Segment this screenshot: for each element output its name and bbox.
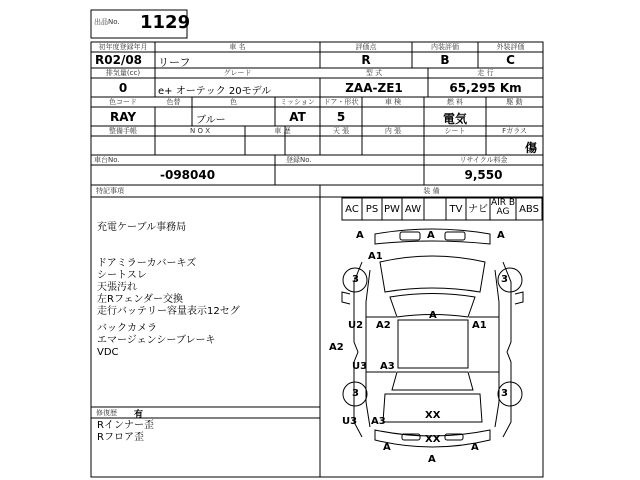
lot-label: 出品No. xyxy=(94,18,120,26)
color-label: 色 xyxy=(230,98,237,106)
mark-a1-upper: A1 xyxy=(368,251,383,262)
mark-xx-upper: XX xyxy=(425,410,441,421)
mark-u2: U2 xyxy=(348,320,364,331)
mark-a1-right: A1 xyxy=(472,320,487,331)
docs-label: 整備手帳 xyxy=(109,127,137,135)
interior-lining-label: 内 張 xyxy=(384,127,402,135)
doors-value: 5 xyxy=(336,110,346,124)
roof-label: 天 張 xyxy=(332,127,350,135)
mark-front-left: A xyxy=(356,230,364,241)
mark-tire-fr: 3 xyxy=(501,274,508,285)
note-line: 充電ケーブル事務局 xyxy=(97,222,187,233)
notes-block-3 xyxy=(97,323,215,359)
lot-number: 1129 xyxy=(140,12,191,33)
mission-value: AT xyxy=(289,110,306,124)
score-value: R xyxy=(361,53,371,67)
fglass-label: Fガラス xyxy=(502,127,527,135)
mark-a3-low: A3 xyxy=(371,416,386,427)
mileage-label: 走 行 xyxy=(477,69,494,77)
mark-a2-side: A2 xyxy=(329,342,344,353)
repair-lines xyxy=(97,420,154,444)
color-value: ブルー xyxy=(196,115,226,126)
drive-label: 駆 動 xyxy=(506,98,523,106)
grade-label: グレード xyxy=(223,69,252,77)
equip-ac: AC xyxy=(345,204,359,215)
exterior-score-value: C xyxy=(506,53,515,67)
equipment-label: 装 備 xyxy=(423,187,440,195)
equip-navi: ナビ xyxy=(468,204,488,215)
equip-airbag: AIR BAG xyxy=(490,198,516,217)
equip-abs: ABS xyxy=(519,204,539,215)
recycle-label: リサイクル料金 xyxy=(459,156,508,164)
mark-front-center: A xyxy=(427,230,435,241)
cc-label: 排気量(cc) xyxy=(105,69,141,77)
chassis-label: 車台No. xyxy=(94,156,120,164)
mission-label: ミッション xyxy=(280,98,315,106)
inspection-label: 車 検 xyxy=(384,98,402,106)
repair-line: Rインナー歪 xyxy=(97,420,154,431)
carname-label: 車 名 xyxy=(229,43,246,51)
equip-aw: AW xyxy=(404,204,422,215)
note-line: エマージェンシーブレーキ xyxy=(97,335,216,346)
reg-label: 登録No. xyxy=(286,156,312,164)
note-line: VDC xyxy=(97,347,119,358)
mark-a2-mid: A2 xyxy=(376,320,391,331)
note-line: 走行バッテリー容量表示12セグ xyxy=(97,306,240,317)
doors-label: ドア・形状 xyxy=(323,98,359,106)
fuel-value: 電気 xyxy=(442,112,467,126)
colorcode-label: 色コード xyxy=(109,98,137,106)
interior-score-label: 内装評価 xyxy=(431,43,459,51)
mark-a3-mid: A3 xyxy=(380,361,395,372)
grade-value: e+ オーテック 20モデル xyxy=(158,86,272,97)
exterior-score-label: 外装評価 xyxy=(496,43,525,51)
mark-rear-right: A xyxy=(471,442,479,453)
mileage-value: 65,295 Km xyxy=(449,81,522,95)
carname-value: リーフ xyxy=(158,56,191,69)
score-label: 評価点 xyxy=(355,43,377,51)
notes-block-2 xyxy=(97,258,240,318)
mark-tire-rl: 3 xyxy=(352,388,359,399)
note-line: シートスレ xyxy=(97,270,147,281)
mark-u3-mid: U3 xyxy=(352,361,368,372)
seat-label: シート xyxy=(444,127,466,135)
note-line: バックカメラ xyxy=(97,323,157,334)
history-label: 車 歴 xyxy=(274,127,291,135)
recycle-value: 9,550 xyxy=(464,168,503,182)
chassis-value: -098040 xyxy=(160,168,216,182)
model-value: ZAA-ZE1 xyxy=(345,81,403,95)
equip-tv: TV xyxy=(449,204,463,215)
equip-pw: PW xyxy=(384,204,400,215)
mark-roof: A xyxy=(429,310,437,321)
equip-ps: PS xyxy=(365,204,379,215)
mark-tire-fl: 3 xyxy=(352,274,359,285)
repair-label: 修復歴 xyxy=(96,409,117,417)
notes-label: 特記事項 xyxy=(96,187,124,195)
mark-front-right: A xyxy=(497,230,505,241)
year-value: R02/08 xyxy=(95,53,143,67)
note-line: 左Rフェンダー交換 xyxy=(97,294,184,305)
colorcode-value: RAY xyxy=(109,110,137,124)
note-line: 天張汚れ xyxy=(97,282,137,293)
model-label: 型 式 xyxy=(365,69,383,77)
notes-block-1 xyxy=(97,222,186,234)
mark-xx-lower: XX xyxy=(425,434,441,445)
mark-u3-low: U3 xyxy=(342,416,358,427)
mark-tire-rr: 3 xyxy=(501,388,508,399)
fuel-label: 燃 料 xyxy=(446,98,464,106)
interior-score-value: B xyxy=(440,53,450,67)
colortype-label: 色替 xyxy=(166,98,181,106)
nox-label: N O X xyxy=(190,127,210,135)
year-label: 初年度登録年月 xyxy=(98,43,148,51)
note-line: ドアミラーカバーキズ xyxy=(97,258,197,269)
repair-line: Rフロア歪 xyxy=(97,432,144,443)
mark-rear-center: A xyxy=(428,454,436,465)
cc-value: 0 xyxy=(118,81,128,95)
mark-rear-left: A xyxy=(383,442,391,453)
repair-value: 有 xyxy=(134,410,144,420)
fglass-value: 傷 xyxy=(524,141,537,155)
